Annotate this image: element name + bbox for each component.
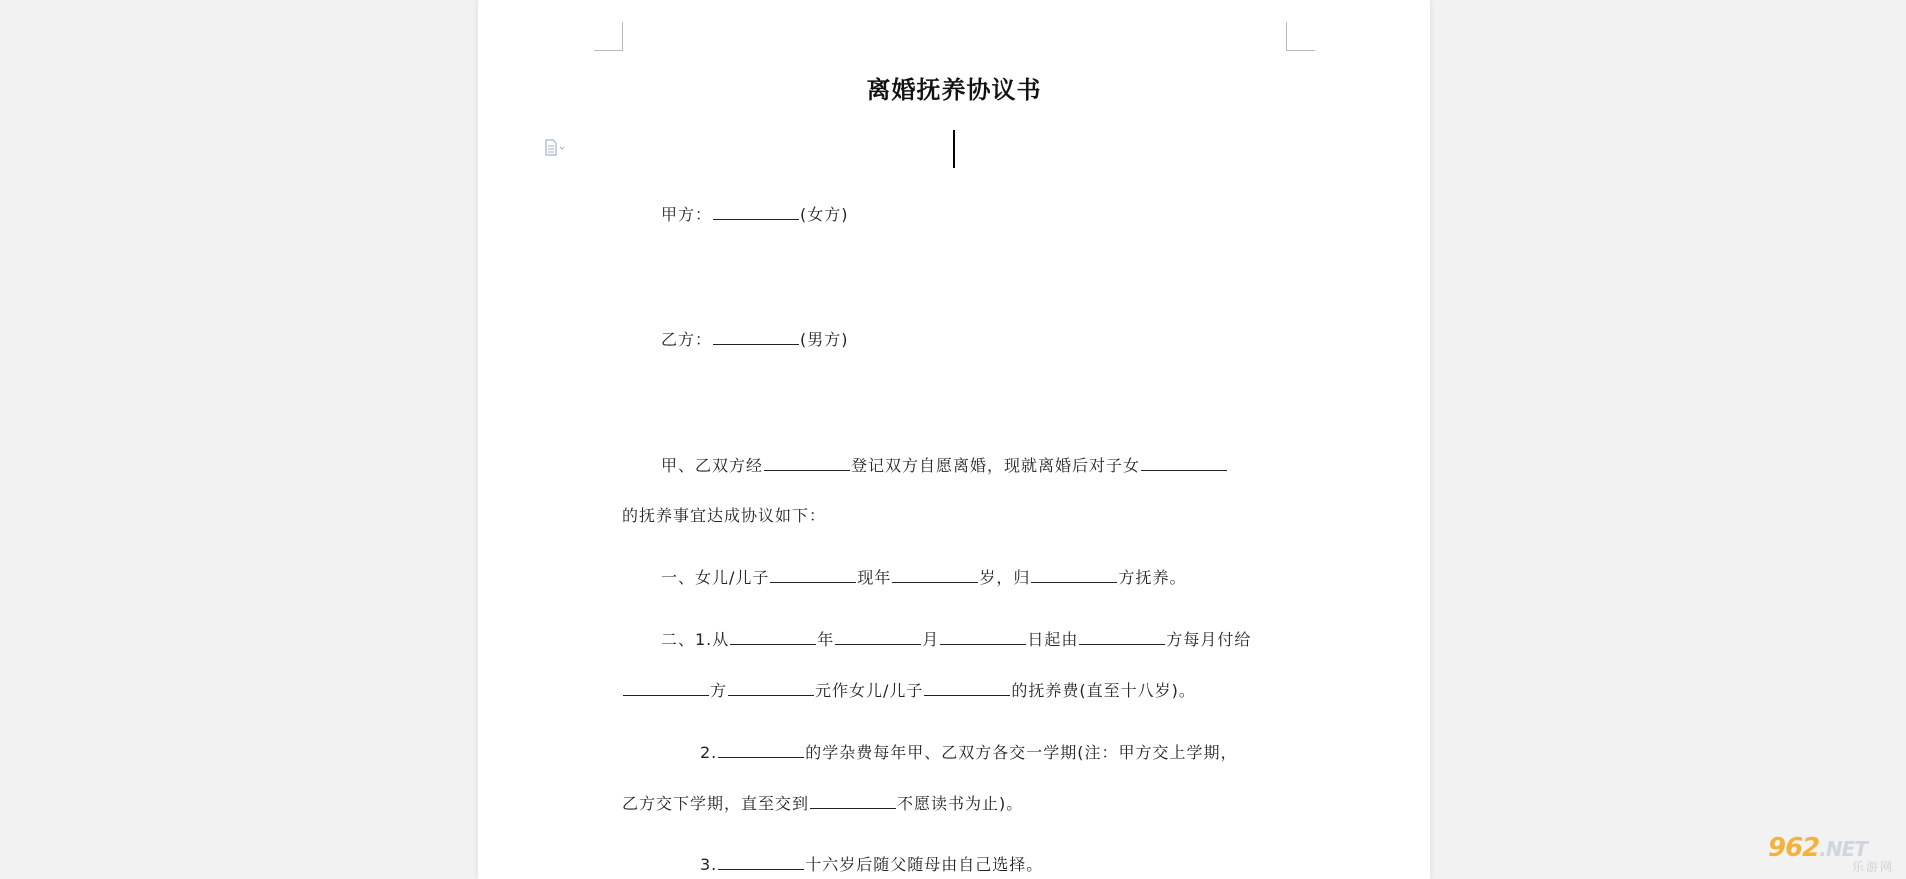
item-2-text-b: 年 — [817, 630, 835, 649]
intro-text-3: 的抚养事宜达成协议如下： — [622, 506, 827, 525]
item-2-2-text-b: 的学杂费每年甲、乙双方各交一学期(注：甲方交上学期， — [805, 743, 1238, 762]
item-1-text-c: 岁，归 — [979, 568, 1031, 587]
item-1-text-a: 一、女儿/儿子 — [661, 568, 770, 587]
item-2-3-text-b: 十六岁后随父随母由自己选择。 — [805, 855, 1044, 874]
text-cursor — [953, 130, 955, 168]
item-2-text-f: 方 — [710, 681, 728, 700]
watermark-brand: 962 — [1768, 833, 1820, 863]
blank-field[interactable] — [924, 680, 1010, 696]
party-a-line[interactable] — [661, 202, 849, 225]
party-b-suffix: (男方) — [800, 330, 849, 349]
item-2-text-c: 月 — [922, 630, 940, 649]
party-a-suffix: (女方) — [800, 205, 849, 224]
blank-field[interactable] — [730, 629, 816, 645]
blank-field[interactable] — [1079, 629, 1165, 645]
blank-field[interactable] — [718, 742, 804, 758]
item-2-line-2[interactable] — [622, 678, 1196, 701]
blank-field[interactable] — [623, 680, 709, 696]
document-title: 离婚抚养协议书 — [866, 76, 1042, 104]
item-2-3-text-a: 3. — [700, 855, 718, 874]
paragraph-options-icon[interactable] — [544, 139, 566, 157]
blank-field[interactable] — [1031, 567, 1117, 583]
watermark-suffix: .NET — [1819, 837, 1867, 861]
item-2-text-a: 二、1.从 — [661, 630, 730, 649]
item-2-text-g: 元作女儿/儿子 — [815, 681, 924, 700]
item-1-line[interactable] — [661, 565, 1186, 588]
watermark-subtitle: 乐游网 — [1851, 860, 1894, 874]
intro-text-2: 登记双方自愿离婚，现就离婚后对子女 — [851, 456, 1141, 475]
item-2-text-e: 方每月付给 — [1166, 630, 1252, 649]
blank-field[interactable] — [728, 680, 814, 696]
intro-text-1: 甲、乙双方经 — [661, 456, 764, 475]
blank-field[interactable] — [892, 567, 978, 583]
crop-mark-top-right — [1286, 22, 1315, 51]
item-2-2-line-1[interactable] — [700, 740, 1238, 763]
site-watermark — [1768, 833, 1898, 873]
item-2-3-line[interactable] — [700, 852, 1043, 875]
blank-field[interactable] — [810, 793, 896, 809]
blank-field[interactable] — [764, 455, 850, 471]
item-2-2-line-2[interactable] — [622, 791, 1023, 814]
item-2-2-text-d: 不愿读书为止)。 — [897, 794, 1024, 813]
blank-field[interactable] — [713, 329, 799, 345]
intro-line-1[interactable] — [661, 453, 1228, 476]
crop-mark-top-left — [594, 22, 623, 51]
item-2-2-text-c: 乙方交下学期，直至交到 — [622, 794, 810, 813]
item-2-text-d: 日起由 — [1027, 630, 1079, 649]
party-a-label: 甲方： — [661, 205, 713, 224]
intro-line-2[interactable] — [622, 503, 826, 526]
item-2-line-1[interactable] — [661, 627, 1251, 650]
blank-field[interactable] — [718, 854, 804, 870]
blank-field[interactable] — [770, 567, 856, 583]
blank-field[interactable] — [835, 629, 921, 645]
item-2-2-text-a: 2. — [700, 743, 718, 762]
blank-field[interactable] — [1141, 455, 1227, 471]
item-1-text-b: 现年 — [857, 568, 892, 587]
blank-field[interactable] — [940, 629, 1026, 645]
blank-field[interactable] — [713, 204, 799, 220]
party-b-line[interactable] — [661, 327, 849, 350]
item-1-text-d: 方抚养。 — [1118, 568, 1187, 587]
item-2-text-h: 的抚养费(直至十八岁)。 — [1011, 681, 1196, 700]
party-b-label: 乙方： — [661, 330, 713, 349]
document-page[interactable] — [478, 0, 1430, 879]
